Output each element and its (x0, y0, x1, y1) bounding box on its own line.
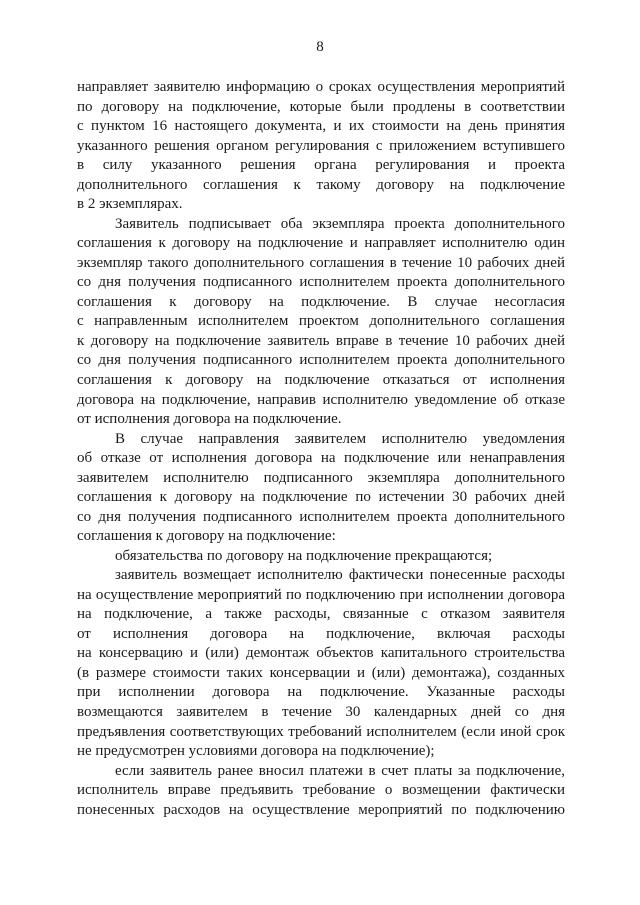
text-line: на консервацию и (или) демонтаж объектов капитального строительства (77, 645, 565, 662)
text-line: заявитель возмещает исполнителю фактически понесенные расходы (115, 567, 565, 584)
paragraph (77, 566, 565, 761)
text-line: указанного решения органом регулирования с приложением вступившего (77, 137, 565, 154)
text-line: в силу указанного решения органа регулирования и проекта (77, 157, 565, 174)
text-line: экземпляр такого дополнительного соглашения в течение 10 рабочих дней (77, 254, 565, 271)
text-line: В случае направления заявителем исполнителю уведомления (115, 430, 565, 447)
text-line: по договору на подключение, которые были продлены в соответствии (77, 98, 565, 115)
text-line: соглашения к договору на подключение: (77, 528, 336, 545)
text-line: от исполнения договора на подключение, включая расходы (77, 625, 565, 642)
text-line: соглашения к договору на подключение по истечении 30 рабочих дней (77, 489, 565, 506)
text-line: со дня получения подписанного исполнителем проекта дополнительного (77, 274, 565, 291)
paragraph (77, 430, 565, 547)
paragraph (77, 762, 565, 821)
text-line: (в размере стоимости таких консервации и (или) демонтажа), созданных (77, 664, 565, 681)
text-line: на осуществление мероприятий по подключению при исполнении договора (77, 586, 565, 603)
text-line: направляет заявителю информацию о сроках осуществления мероприятий (77, 79, 565, 95)
text-line: при исполнении договора на подключение. Указанные расходы (77, 684, 565, 701)
text-line: со дня получения подписанного исполнителем проекта дополнительного (77, 508, 565, 525)
text-line: от исполнения договора на подключение. (77, 411, 342, 428)
text-line: предъявления соответствующих требований исполнителем (если иной срок (77, 723, 565, 740)
text-line: на подключение, а также расходы, связанные с отказом заявителя (77, 606, 565, 623)
text-line: если заявитель ранее вносил платежи в счет платы за подключение, (115, 762, 565, 779)
paragraph (77, 215, 565, 430)
text-line: соглашения к договору на подключение отказаться от исполнения (77, 371, 565, 388)
text-line: соглашения к договору на подключение. В случае несогласия (77, 293, 565, 310)
text-line: обязательства по договору на подключение прекращаются; (115, 547, 493, 564)
page-number: 8 (316, 39, 324, 55)
text-line: заявителем исполнителю подписанного экземпляра дополнительного (77, 469, 565, 486)
text-line: понесенных расходов на осуществление мероприятий по подключению (77, 801, 565, 818)
paragraph (77, 78, 565, 215)
text-line: с пунктом 16 настоящего документа, и их стоимости на день принятия (77, 118, 565, 135)
text-line: в 2 экземплярах. (77, 196, 183, 213)
text-line: возмещаются заявителем в течение 30 календарных дней со дня (77, 704, 565, 720)
text-line: соглашения к договору на подключение и направляет исполнителю один (77, 235, 565, 252)
text-line: договора на подключение, направив исполнителю уведомление об отказе (77, 391, 565, 408)
text-line: со дня получения подписанного исполнителем проекта дополнительного (77, 352, 565, 369)
paragraph (77, 547, 565, 567)
text-line: к договору на подключение заявитель вправе в течение 10 рабочих дней (77, 332, 565, 349)
text-line: не предусмотрен условиями договора на подключение); (77, 743, 435, 760)
text-line: с направленным исполнителем проектом дополнительного соглашения (77, 313, 565, 330)
text-line: дополнительного соглашения к такому договору на подключение (77, 176, 565, 193)
document-body (77, 78, 565, 820)
text-line: Заявитель подписывает оба экземпляра проекта дополнительного (115, 215, 565, 232)
text-line: исполнитель вправе предъявить требование о возмещении фактически (77, 782, 565, 799)
text-line: об отказе от исполнения договора на подключение или ненаправления (77, 450, 565, 467)
